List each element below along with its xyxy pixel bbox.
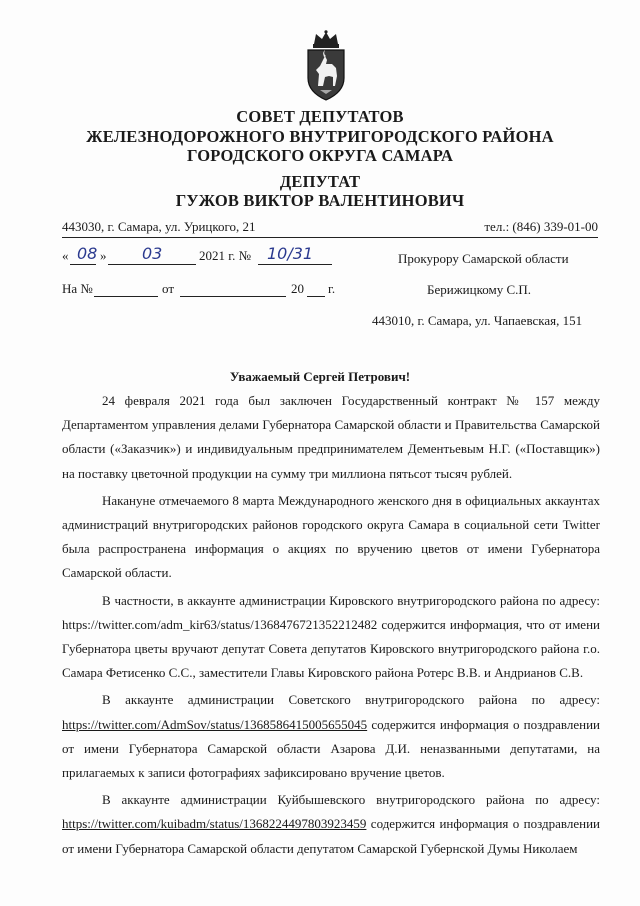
date-close-quote: »	[100, 248, 107, 263]
date-year-label: 2021 г. №	[199, 248, 252, 263]
paragraph-2: Накануне отмечаемого 8 марта Международного женского дня в официальных аккаунтах администраций внутригородских районов городского округа Самара в социальной сети Twitter была распространена информация о акциях по вручению цветов от имени Губернатора Самарской области.	[62, 492, 600, 581]
letter-body	[62, 389, 600, 861]
kuibyshevsky-twitter-link[interactable]: https://twitter.com/kuibadm/status/1368224497803923459	[62, 816, 367, 832]
recipient-title: Прокурору Самарской области	[398, 251, 569, 266]
recipient-address: 443010, г. Самара, ул. Чапаевская, 151	[372, 313, 583, 328]
coat-of-arms-icon	[296, 30, 356, 102]
sovetsky-twitter-link[interactable]: https://twitter.com/AdmSov/status/1368586415005655045	[62, 716, 368, 732]
ref-year-prefix: 20	[291, 281, 304, 296]
date-day: 08	[77, 244, 98, 263]
paragraph-3: В частности, в аккаунте администрации Кировского внутригородского района по адресу: https://twitter.com/adm_kir63/status/1368476721352212482 содержится информация, что от имени Губернатора цветы вручают депутат Совета депутатов Кировского внутригородского района г.о. Самара Фетисенко С.С., заместители Главы Кировского района Ротерс В.В. и Андрианов С.В.	[62, 592, 600, 681]
ref-number-label: На №	[62, 281, 93, 296]
letterhead-divider	[62, 237, 598, 238]
deputy-title: ДЕПУТАТ	[279, 172, 361, 191]
ref-year-suffix: г.	[328, 281, 336, 296]
paragraph-4	[62, 688, 600, 785]
sender-phone: тел.: (846) 339-01-00	[484, 219, 598, 234]
paragraph-4-intro: В аккаунте администрации Советского внутригородского района по адресу:	[102, 692, 600, 708]
date-open-quote: «	[62, 248, 69, 263]
recipient-name: Берижицкому С.П.	[427, 282, 532, 297]
outgoing-number: 10/31	[267, 244, 314, 263]
sender-address: 443030, г. Самара, ул. Урицкого, 21	[62, 219, 256, 234]
council-name-line-3: ГОРОДСКОГО ОКРУГА САМАРА	[186, 146, 454, 165]
paragraph-5-rest: содержится информация о поздравлении от имени Губернатора Самарской области депутатом Самарской Губернской Думы Николаем	[62, 816, 600, 856]
council-name-line-2: ЖЕЛЕЗНОДОРОЖНОГО ВНУТРИГОРОДСКОГО РАЙОНА	[86, 127, 554, 146]
paragraph-5-intro: В аккаунте администрации Куйбышевского внутригородского района по адресу:	[102, 792, 600, 808]
ref-date-label: от	[162, 281, 175, 296]
council-name-line-1: СОВЕТ ДЕПУТАТОВ	[236, 107, 404, 126]
deputy-name: ГУЖОВ ВИКТОР ВАЛЕНТИНОВИЧ	[175, 191, 465, 210]
paragraph-4-rest: содержится информация о поздравлении от имени Губернатора Самарской области Азарова Д.И. неназванными депутатами, на прилагаемых к записи фотографиях зафиксировано вручение цветов.	[62, 716, 600, 781]
paragraph-1: 24 февраля 2021 года был заключен Государственный контракт № 157 между Департаментом управления делами Губернатора Самарской области и Правительства Самарской области («Заказчик») и индивидуальным предпринимателем Дементьевым Н.Г. («Поставщик») на поставку цветочной продукции на сумму три миллиона пятьсот тысяч рублей.	[62, 393, 600, 481]
salutation: Уважаемый Сергей Петрович!	[229, 369, 411, 384]
incoming-reference-line	[62, 281, 362, 299]
outgoing-date-number	[62, 244, 362, 267]
date-month: 03	[142, 244, 163, 263]
paragraph-5	[62, 788, 600, 861]
